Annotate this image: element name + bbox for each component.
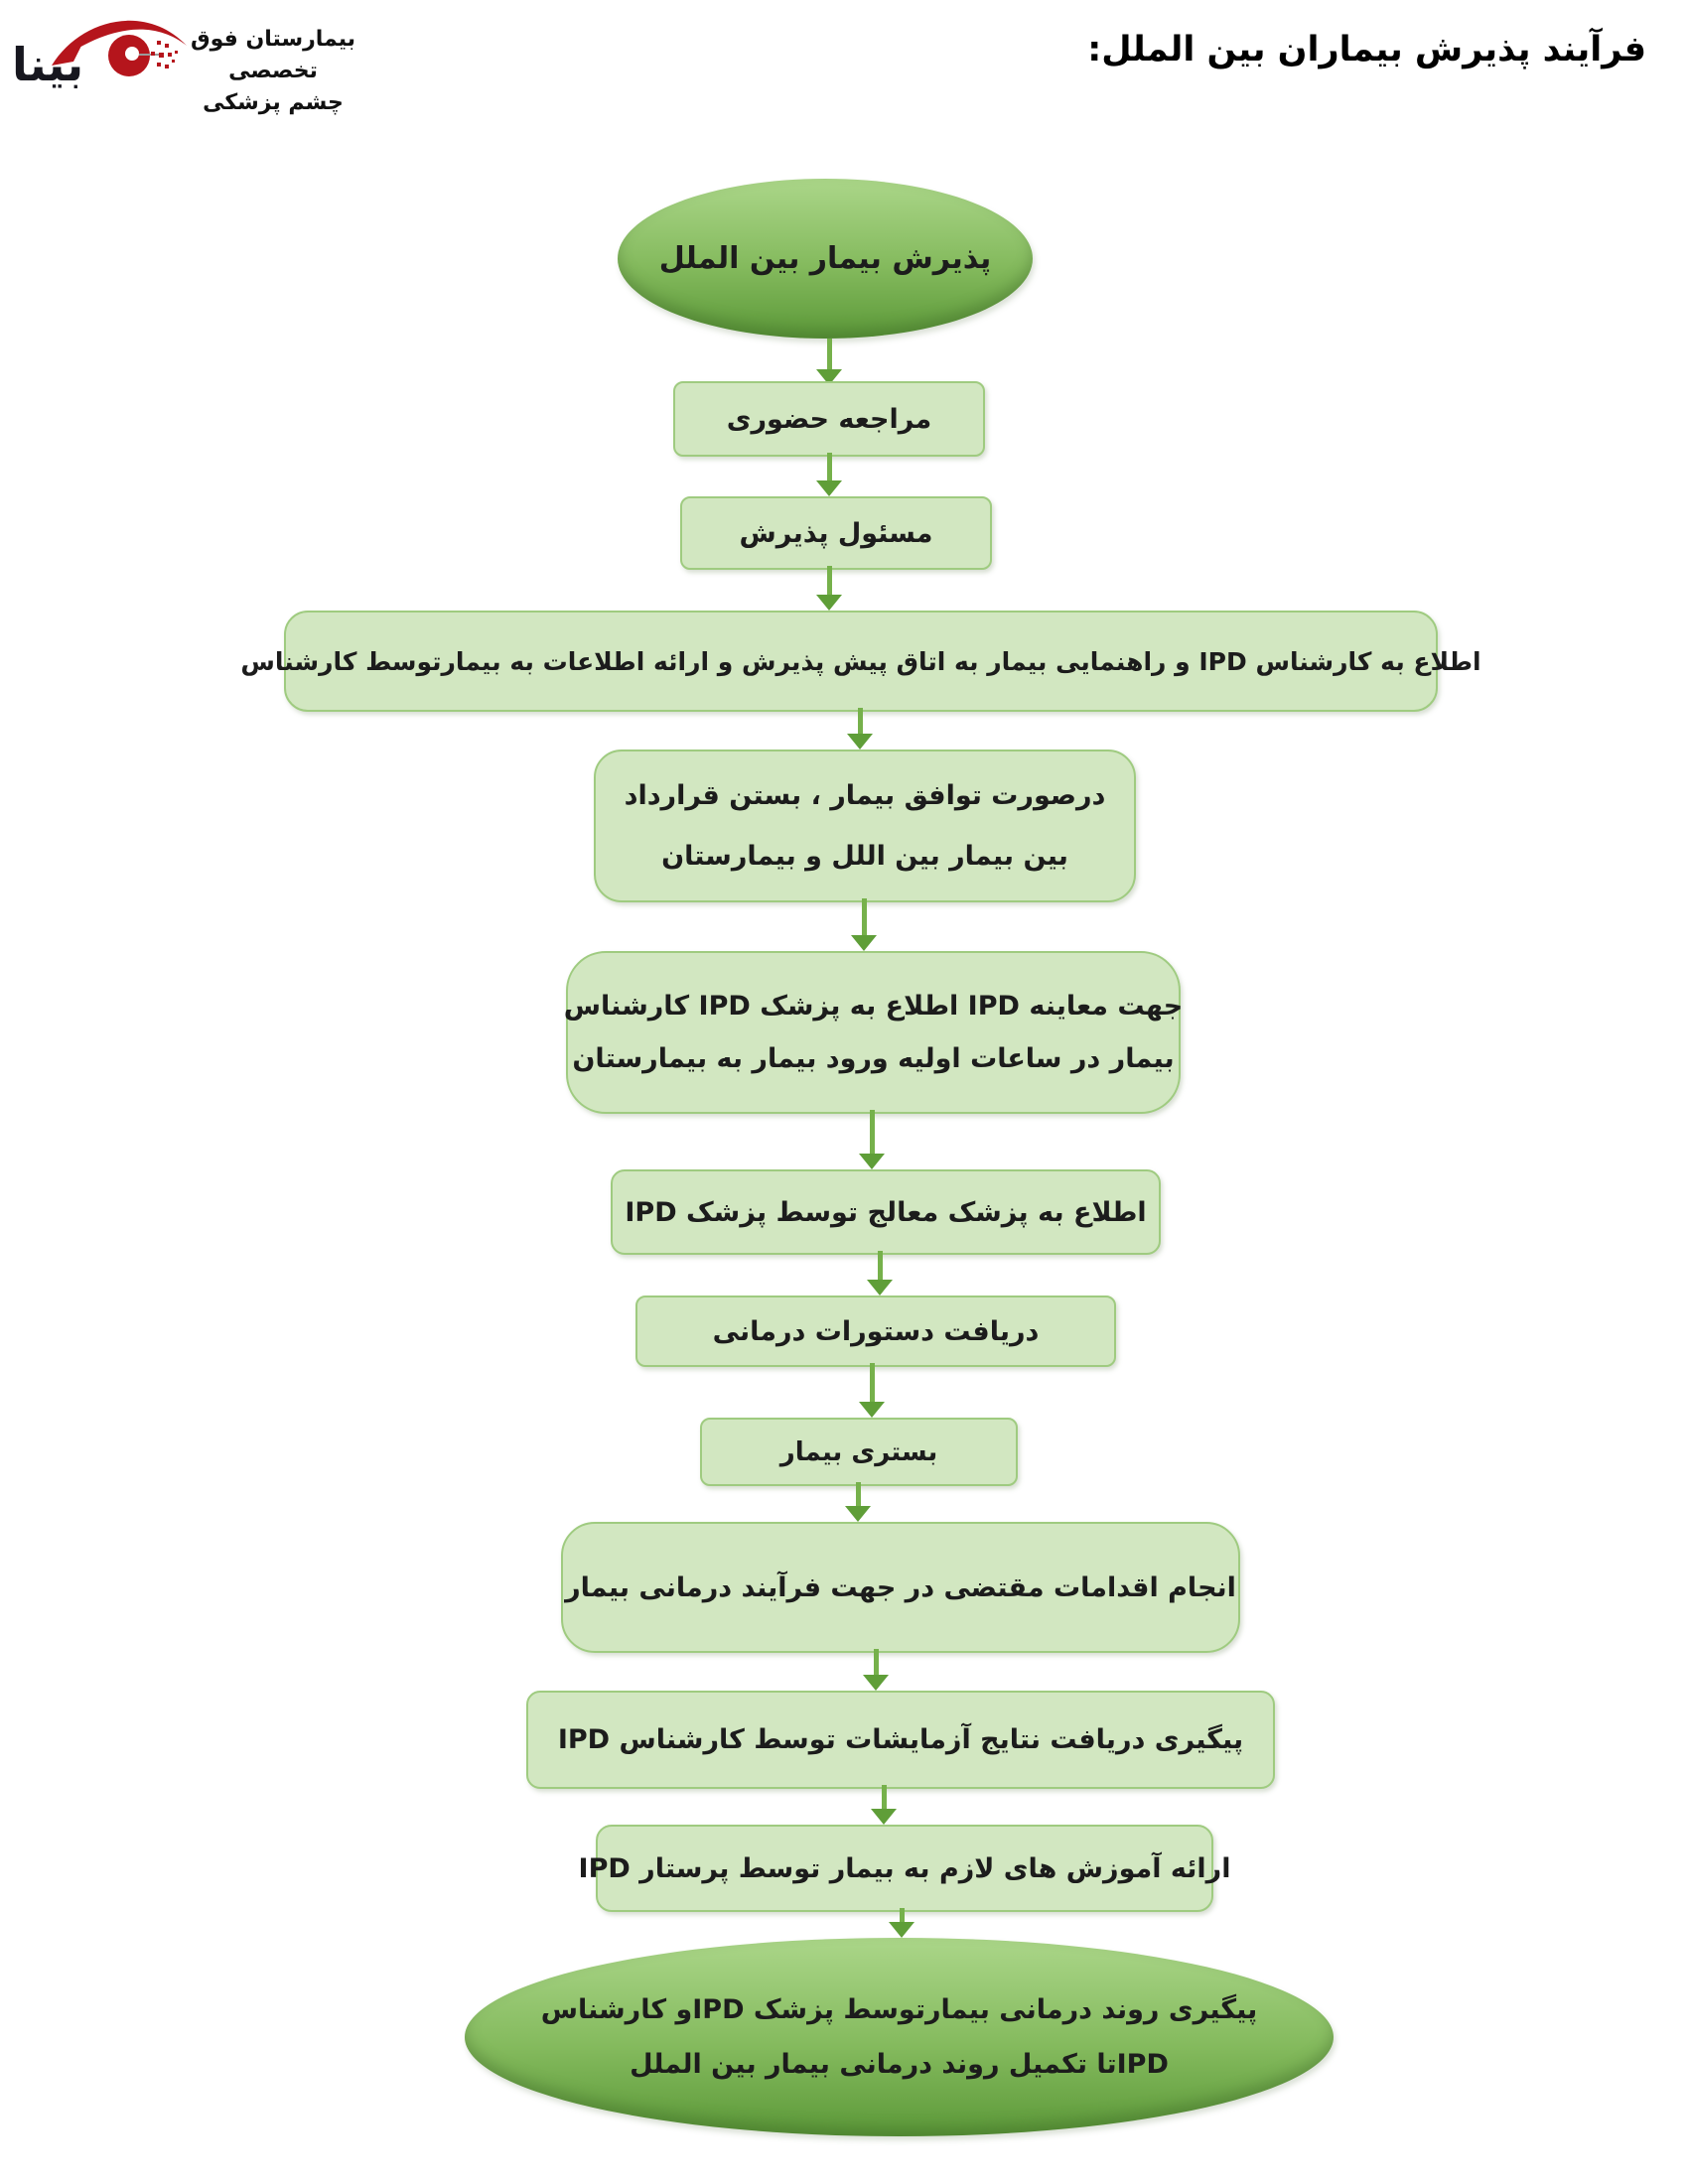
arrow-shaft — [827, 339, 832, 369]
node-start-terminator — [618, 179, 1033, 339]
arrow-shaft — [862, 898, 867, 935]
arrow-shaft — [856, 1482, 861, 1506]
arrow-head-icon — [871, 1809, 897, 1825]
node-text-line: ارائه آموزش های لازم به بیمار توسط پرستار IPD — [578, 1852, 1231, 1884]
node-step-inperson-visit — [673, 381, 985, 457]
flow-arrow — [859, 1363, 885, 1418]
node-text-line: درصورت توافق بیمار ، بستن قرارداد — [624, 780, 1106, 811]
logo-brand-name: بینا — [12, 38, 84, 91]
arrow-shaft — [900, 1908, 905, 1922]
flow-arrow — [851, 898, 877, 951]
node-text-line: پیگیری دریافت نتایج آزمایشات توسط کارشناس IPD — [557, 1724, 1244, 1755]
arrow-head-icon — [845, 1506, 871, 1522]
node-step-admission-officer — [680, 496, 992, 570]
arrow-head-icon — [816, 595, 842, 611]
logo-hospital-name — [181, 24, 365, 119]
flow-arrow — [847, 708, 873, 750]
page-title: فرآیند پذیرش بیماران بین الملل: — [1087, 30, 1646, 69]
arrow-head-icon — [851, 935, 877, 951]
arrow-head-icon — [889, 1922, 914, 1938]
flow-arrow — [871, 1785, 897, 1825]
node-text-line: مراجعه حضوری — [726, 403, 932, 435]
flow-arrow — [845, 1482, 871, 1522]
flow-arrow — [863, 1649, 889, 1691]
arrow-head-icon — [859, 1154, 885, 1169]
node-step-patient-education — [578, 1825, 1231, 1912]
node-text-line: بین بیمار بین اللل و بیمارستان — [661, 841, 1068, 872]
node-step-inform-treating-physician — [611, 1169, 1161, 1255]
node-text-line: بیمار در ساعات اولیه ورود بیمار به بیمارستان — [572, 1043, 1175, 1074]
node-text-line: اطلاع به پزشک معالج توسط پزشک IPD — [625, 1196, 1147, 1228]
node-end-terminator — [465, 1938, 1334, 2136]
node-text-line: انجام اقدامات مقتضی در جهت فرآیند درمانی بیمار — [565, 1571, 1236, 1603]
flow-arrow — [889, 1908, 914, 1938]
arrow-head-icon — [859, 1402, 885, 1418]
node-step-appropriate-measures — [561, 1522, 1240, 1653]
flow-arrow — [816, 339, 842, 385]
arrow-shaft — [882, 1785, 887, 1809]
node-step-ipd-doctor-exam — [563, 951, 1184, 1114]
arrow-shaft — [870, 1363, 875, 1402]
arrow-shaft — [870, 1110, 875, 1154]
arrow-shaft — [874, 1649, 879, 1675]
node-text-line: جهت معاینه IPD اطلاع به پزشک IPD کارشناس — [563, 991, 1184, 1022]
arrow-head-icon — [847, 734, 873, 750]
node-text-line: مسئول پذیرش — [739, 517, 933, 549]
arrow-shaft — [878, 1251, 883, 1280]
arrow-shaft — [858, 708, 863, 734]
logo-hospital-line2: چشم پزشکی — [203, 89, 344, 115]
node-text-line: IPDتا تکمیل روند درمانی بیمار بین الملل — [630, 2049, 1169, 2080]
arrow-shaft — [827, 453, 832, 480]
arrow-head-icon — [867, 1280, 893, 1296]
node-text-line: پیگیری روند درمانی بیمارتوسط پزشک IPDو کارشناس — [540, 1994, 1258, 2025]
arrow-shaft — [827, 566, 832, 595]
flow-arrow — [859, 1110, 885, 1169]
logo-hospital-line1: بیمارستان فوق تخصصی — [190, 27, 356, 83]
arrow-head-icon — [863, 1675, 889, 1691]
node-text-line: بستری بیمار — [779, 1436, 938, 1467]
node-text-line: اطلاع به کارشناس IPD و راهنمایی بیمار به اتاق پیش پذیرش و ارائه اطلاعات به بیمارتوسط کارشناس — [240, 646, 1481, 676]
flow-arrow — [816, 566, 842, 611]
node-step-sign-contract — [594, 750, 1136, 902]
flow-arrow — [867, 1251, 893, 1296]
node-text-line: دریافت دستورات درمانی — [712, 1315, 1040, 1347]
node-step-inform-ipd-expert — [240, 611, 1481, 712]
node-step-hospitalization — [700, 1418, 1018, 1486]
node-text-line: پذیرش بیمار بین الملل — [658, 241, 992, 276]
arrow-head-icon — [816, 480, 842, 496]
node-step-follow-lab-results — [526, 1691, 1275, 1789]
flow-arrow — [816, 453, 842, 496]
node-step-receive-treatment-orders — [635, 1296, 1116, 1367]
hospital-logo — [8, 4, 365, 118]
